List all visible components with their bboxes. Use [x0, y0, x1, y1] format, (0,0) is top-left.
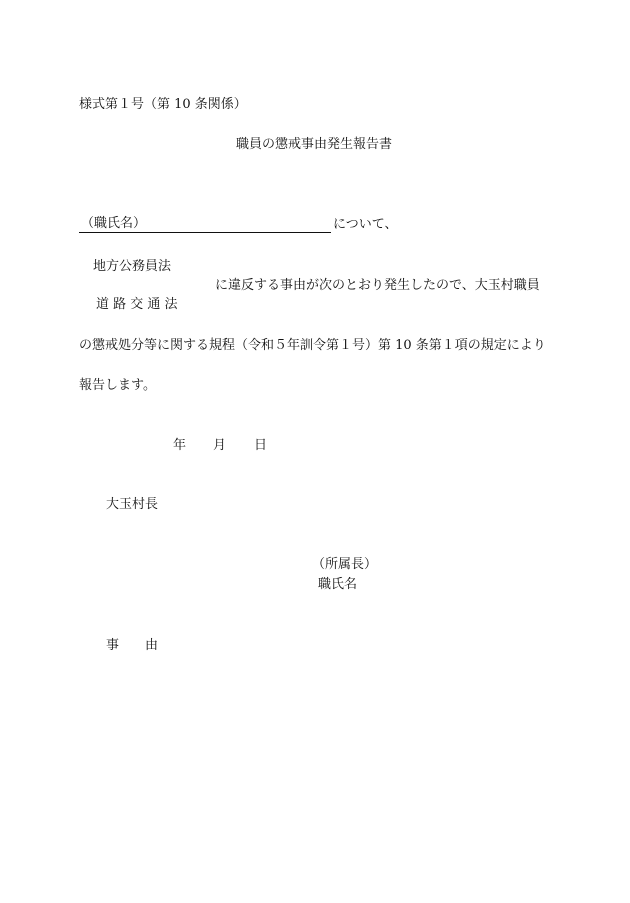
- date-year: 年: [173, 438, 187, 453]
- name-field-label: （職氏名）: [81, 216, 147, 231]
- reason-label: 事 由: [106, 638, 159, 653]
- addressee: 大玉村長: [106, 497, 159, 512]
- body-line-3: 報告します。: [79, 378, 156, 393]
- sender-affiliation: （所属長）: [312, 557, 378, 572]
- about-text: について、: [333, 217, 398, 232]
- body-line-2: の懲戒処分等に関する規程（令和５年訓令第１号）第 10 条第１項の規定により: [79, 338, 546, 353]
- document-title: 職員の懲戒事由発生報告書: [236, 137, 393, 152]
- date-month: 月: [213, 438, 227, 453]
- sender-name-label: 職氏名: [318, 577, 358, 592]
- date-day: 日: [254, 438, 268, 453]
- name-field[interactable]: [79, 217, 331, 233]
- body-line-1: に違反する事由が次のとおり発生したので、大玉村職員: [215, 278, 540, 293]
- law-option-road-traffic: 道 路 交 通 法: [96, 297, 178, 312]
- form-number: 様式第１号（第 10 条関係）: [79, 97, 247, 112]
- law-option-local-public-service: 地方公務員法: [93, 259, 172, 274]
